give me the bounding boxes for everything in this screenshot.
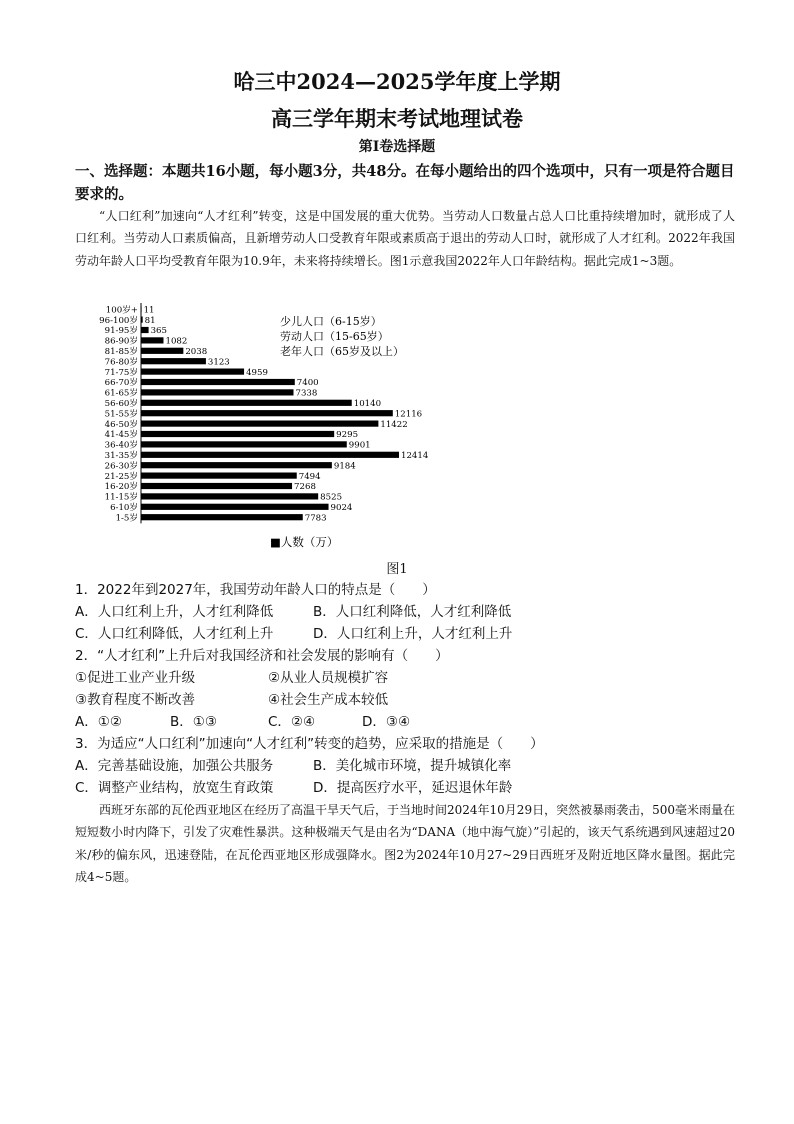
bar-value-label: 9024: [330, 503, 353, 513]
population-bar: [141, 400, 352, 406]
question-3-option-c[interactable]: C．调整产业结构，放宽生育政策: [75, 780, 274, 796]
bar-value-label: 9184: [333, 461, 356, 472]
age-tick-label: 31-35岁: [104, 451, 138, 461]
bar-value-label: 7494: [298, 471, 321, 482]
age-tick-label: 61-65岁: [104, 388, 138, 399]
age-tick-label: 81-85岁: [104, 347, 138, 357]
population-bar: [141, 473, 297, 479]
question-2-option-c[interactable]: C．②④: [268, 714, 316, 730]
population-bar: [141, 317, 143, 323]
bar-value-label: 7783: [304, 513, 327, 524]
population-bar: [141, 389, 294, 395]
series-legend: ■人数（万）: [270, 535, 339, 549]
age-tick-label: 16-20岁: [104, 482, 138, 493]
bar-value-label: 1082: [165, 336, 188, 347]
age-tick-label: 66-70岁: [104, 378, 138, 389]
age-tick-label: 46-50岁: [104, 419, 138, 430]
bar-value-label: 9901: [348, 440, 371, 451]
question-3-option-d[interactable]: D．提高医疗水平，延迟退休年龄: [313, 780, 513, 796]
section-heading: 一、选择题：本题共16小题，每小题3分，共48分。在每小题给出的四个选项中，只有一项是符合题目要求的。: [75, 163, 735, 203]
age-group-legend: [280, 314, 404, 358]
bar-value-label: 12414: [401, 451, 429, 461]
bar-value-label: 11422: [380, 419, 408, 430]
question-1-option-a[interactable]: A．人口红利上升，人才红利降低: [75, 604, 274, 620]
bar-value-label: 3123: [207, 357, 230, 368]
question-2-stem: 2．“人才红利”上升后对我国经济和社会发展的影响有（ ）: [75, 648, 449, 664]
bar-value-label: 7338: [295, 388, 318, 399]
question-3-option-b[interactable]: B．美化城市环境，提升城镇化率: [313, 758, 512, 774]
age-tick-label: 96-100岁: [99, 315, 138, 326]
population-bar: [141, 379, 295, 385]
legend-labor: 劳动人口（15-65岁）: [280, 330, 389, 343]
age-tick-label: 56-60岁: [104, 399, 138, 409]
population-bar: [141, 410, 393, 416]
bar-value-label: 8525: [320, 492, 343, 503]
age-tick-label: 100岁+: [105, 305, 138, 316]
population-bar: [141, 452, 399, 458]
age-tick-label: 86-90岁: [104, 336, 138, 347]
bar-value-label: 10140: [353, 399, 382, 409]
population-bar: [141, 421, 378, 427]
population-bar: [141, 462, 332, 468]
age-tick-label: 11-15岁: [104, 492, 138, 503]
age-tick-label: 71-75岁: [104, 367, 138, 378]
question-1-option-d[interactable]: D．人口红利上升，人才红利上升: [313, 626, 513, 642]
question-1-stem: 1．2022年到2027年，我国劳动年龄人口的特点是（ ）: [75, 582, 436, 598]
population-bar: [141, 483, 292, 489]
age-tick-label: 36-40岁: [104, 440, 138, 451]
population-bar: [141, 493, 318, 499]
bar-value-label: 7400: [296, 378, 319, 389]
age-tick-label: 6-10岁: [110, 503, 138, 513]
question-2-item-2: ②从业人员规模扩容: [268, 670, 389, 686]
population-bar: [141, 504, 329, 510]
question-2-option-a[interactable]: A．①②: [75, 714, 122, 730]
question-2-item-3: ③教育程度不断改善: [75, 692, 196, 708]
bar-value-label: 2038: [185, 347, 208, 357]
bar-value-label: 4959: [246, 367, 268, 378]
age-tick-label: 41-45岁: [104, 430, 138, 441]
age-tick-label: 26-30岁: [104, 461, 138, 472]
age-tick-label: 21-25岁: [104, 471, 138, 482]
age-tick-label: 76-80岁: [104, 357, 138, 368]
exam-subtitle: 高三学年期末考试地理试卷: [271, 106, 523, 131]
question-3-stem: 3．为适应“人口红利”加速向“人才红利”转变的趋势，应采取的措施是（ ）: [75, 736, 544, 752]
bar-value-label: 9295: [336, 430, 359, 441]
population-age-chart: [75, 302, 535, 552]
material-paragraph-2: 西班牙东部的瓦伦西亚地区在经历了高温干旱天气后，于当地时间2024年10月29日，突然被暴雨袭击，500毫米雨量在短短数小时内降下，引发了灾难性暴洪。这种极端天气是由名为“DANA（地中海气旋）”引起的，该天气系统遇到风速超过20米/秒的偏东风，迅速登陆，在瓦伦西亚地区形成强降水。图2为2024年10月27~29日西班牙及附近地区降水量图。据此完成4~5题。: [75, 803, 735, 885]
legend-children: 少儿人口（6-15岁）: [280, 315, 382, 328]
question-2-item-4: ④社会生产成本较低: [268, 692, 389, 708]
part-heading: 第Ⅰ卷选择题: [358, 139, 436, 155]
bar-value-label: 365: [150, 326, 167, 337]
age-tick-label: 91-95岁: [104, 326, 138, 337]
population-bar: [141, 348, 183, 354]
bar-value-label: 81: [144, 315, 156, 326]
age-tick-label: 51-55岁: [104, 409, 138, 420]
age-tick-label: 1-5岁: [115, 513, 138, 524]
question-3-option-a[interactable]: A．完善基础设施，加强公共服务: [75, 758, 274, 774]
population-bar: [141, 441, 347, 447]
legend-elderly: 老年人口（65岁及以上）: [280, 345, 404, 358]
bar-value-label: 7268: [294, 482, 316, 493]
population-bar: [141, 431, 334, 437]
population-bar: [141, 369, 244, 375]
question-2-option-d[interactable]: D．③④: [362, 714, 411, 730]
bar-value-label: 11: [143, 305, 155, 316]
population-bar: [141, 358, 206, 364]
question-1-option-c[interactable]: C．人口红利降低，人才红利上升: [75, 626, 274, 642]
bar-value-label: 12116: [394, 409, 423, 420]
question-1-option-b[interactable]: B．人口红利降低，人才红利降低: [313, 604, 512, 620]
question-2-option-b[interactable]: B．①③: [170, 714, 217, 730]
population-bar: [141, 306, 142, 312]
exam-title: 哈三中2024—2025学年度上学期: [233, 69, 561, 94]
figure-caption: 图1: [386, 562, 408, 577]
question-2-item-1: ①促进工业产业升级: [75, 670, 196, 686]
material-paragraph-1: “人口红利”加速向“人才红利”转变，这是中国发展的重大优势。当劳动人口数量占总人口比重持续增加时，就形成了人口红利。当劳动人口素质偏高，且新增劳动人口受教育年限或素质高于退出的劳动人口时，就形成了人才红利。2022年我国劳动年龄人口平均受教育年限为10.9年，未来将持续增长。图1示意我国2022年人口年龄结构。据此完成1~3题。: [75, 209, 735, 268]
population-bar: [141, 337, 163, 343]
population-bar: [141, 514, 303, 520]
population-bar: [141, 327, 149, 333]
